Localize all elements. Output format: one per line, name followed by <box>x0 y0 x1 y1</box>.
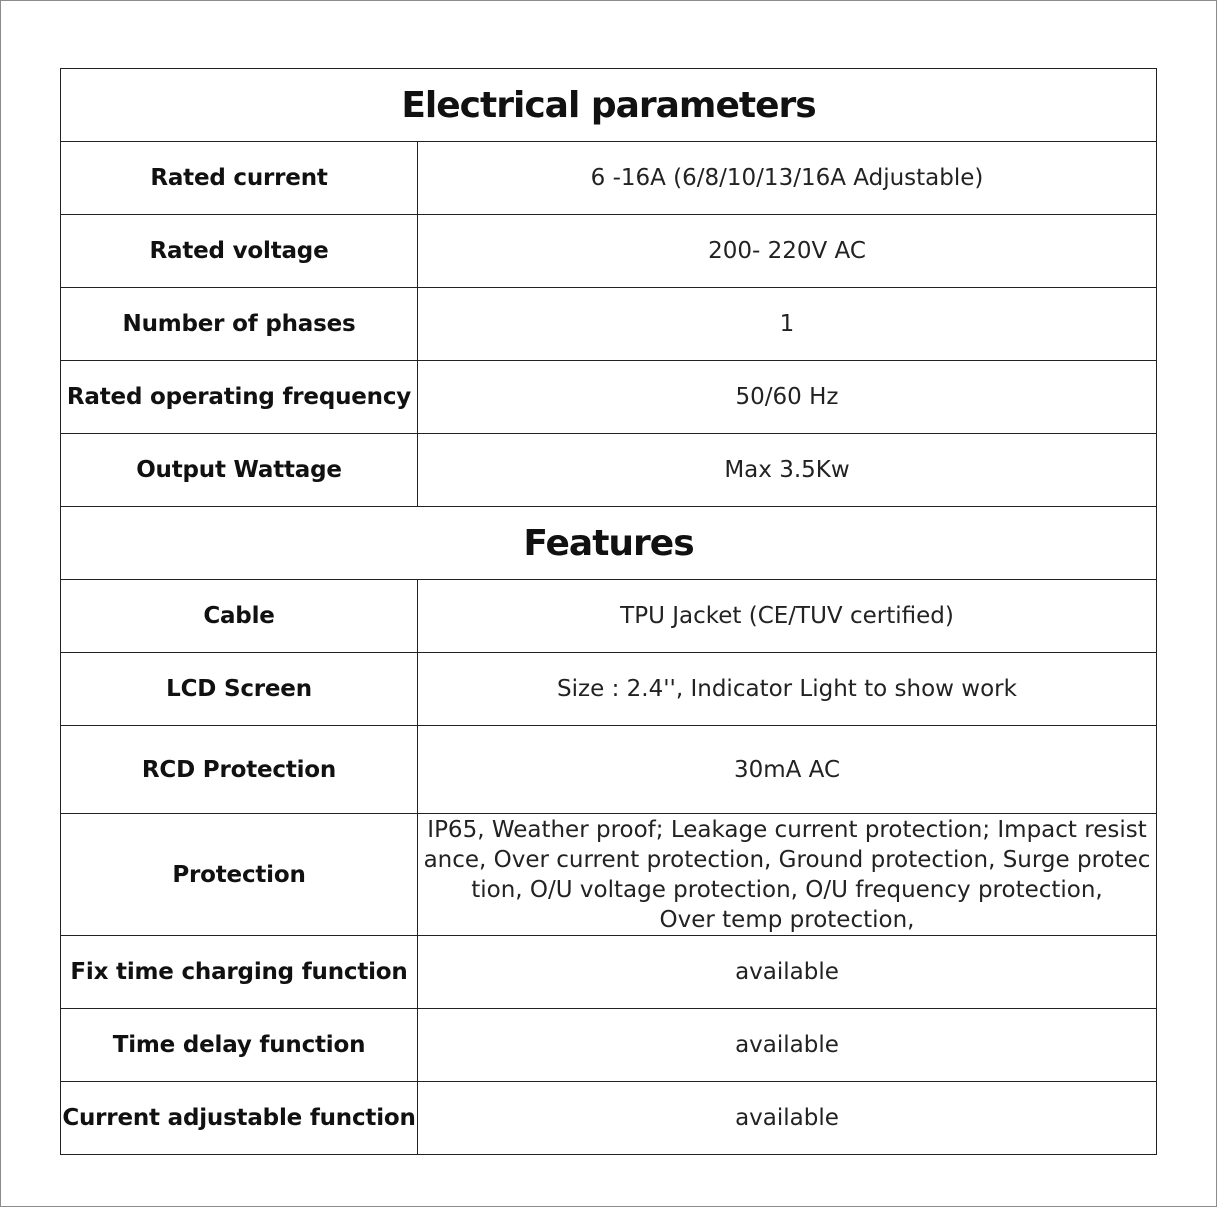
table-row <box>61 726 1157 814</box>
table-row <box>61 434 1157 507</box>
table-row <box>61 215 1157 288</box>
table-row <box>61 580 1157 653</box>
row-label: Cable <box>61 580 418 653</box>
table-row <box>61 288 1157 361</box>
row-label: Time delay function <box>61 1009 418 1082</box>
row-value: Max 3.5Kw <box>418 434 1157 507</box>
row-value: 30mA AC <box>418 726 1157 814</box>
row-value: available <box>418 936 1157 1009</box>
row-value: 50/60 Hz <box>418 361 1157 434</box>
value-line: ance, Over current protection, Ground protection, Surge protec <box>423 846 1151 873</box>
row-value: 200- 220V AC <box>418 215 1157 288</box>
section-title-electrical: Electrical parameters <box>61 69 1157 142</box>
value-line: Over temp protection, <box>659 906 915 933</box>
row-label: RCD Protection <box>61 726 418 814</box>
row-value: TPU Jacket (CE/TUV certified) <box>418 580 1157 653</box>
row-label: Protection <box>61 814 418 936</box>
table-row <box>61 1009 1157 1082</box>
row-value: 6 -16A (6/8/10/13/16A Adjustable) <box>418 142 1157 215</box>
row-value-multiline <box>418 814 1157 936</box>
row-label: Fix time charging function <box>61 936 418 1009</box>
row-label: Rated current <box>61 142 418 215</box>
row-label: Number of phases <box>61 288 418 361</box>
value-line: IP65, Weather proof; Leakage current protection; Impact resist <box>427 816 1147 843</box>
table-row <box>61 1082 1157 1155</box>
value-line: tion, O/U voltage protection, O/U frequency protection, <box>471 876 1103 903</box>
spec-table <box>60 68 1157 1155</box>
row-label: Output Wattage <box>61 434 418 507</box>
table-row <box>61 814 1157 936</box>
section-heading-row <box>61 507 1157 580</box>
table-row <box>61 142 1157 215</box>
section-heading-row <box>61 69 1157 142</box>
row-value: 1 <box>418 288 1157 361</box>
row-label: Current adjustable function <box>61 1082 418 1155</box>
table-row <box>61 361 1157 434</box>
section-title-features: Features <box>61 507 1157 580</box>
row-value: available <box>418 1009 1157 1082</box>
row-label: Rated operating frequency <box>61 361 418 434</box>
row-label: Rated voltage <box>61 215 418 288</box>
table-row <box>61 653 1157 726</box>
row-value: available <box>418 1082 1157 1155</box>
row-label: LCD Screen <box>61 653 418 726</box>
table-row <box>61 936 1157 1009</box>
row-value: Size : 2.4'', Indicator Light to show work <box>418 653 1157 726</box>
